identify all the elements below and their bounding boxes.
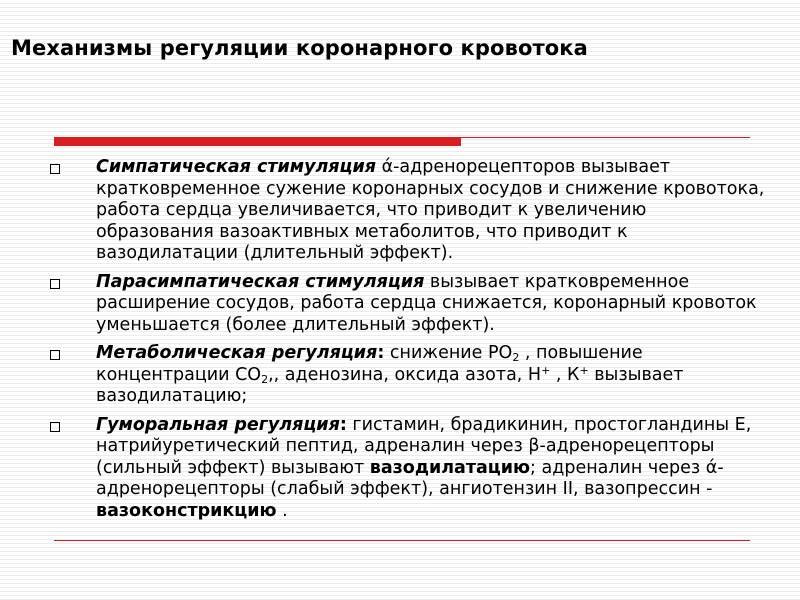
slide-title: Механизмы регуляции коронарного кровотока [11, 36, 588, 60]
bullet-colon: : [377, 343, 385, 363]
bullet-sympathetic [46, 157, 766, 265]
bullet-emphasis: вазоконстрикцию [96, 500, 277, 521]
bullet-text: , повышение концентрации СО [96, 343, 643, 385]
bullet-parasympathetic [46, 272, 766, 337]
square-bullet-icon [50, 422, 60, 432]
bottom-rule [54, 540, 750, 541]
bullet-list [46, 157, 766, 529]
bullet-colon: : [339, 414, 347, 435]
superscript: + [541, 363, 551, 377]
bullet-term: Метаболическая регуляция [96, 343, 378, 363]
bullet-text: гистамин, брадикинин, простогландины Е, натрийуретический пептид, адреналин через β-адренорецепторы (сильный эффект) вызывают [96, 414, 752, 478]
title-underline-thin [461, 137, 750, 138]
bullet-term: Симпатическая стимуляция [96, 157, 376, 177]
bullet-text: . [276, 500, 288, 521]
square-bullet-icon [50, 279, 60, 289]
bullet-text: ,, аденозина, оксида азота, Н [268, 364, 542, 385]
bullet-term: Гуморальная регуляция [96, 414, 340, 435]
bullet-emphasis: вазодилатацию [369, 457, 531, 478]
superscript: + [579, 363, 589, 377]
title-underline-thick [54, 137, 461, 146]
square-bullet-icon [50, 164, 60, 174]
bullet-text: ; адреналин через ά-адренорецепторы (слабый эффект), ангиотензин II, вазопрессин - [96, 457, 724, 499]
square-bullet-icon [50, 350, 60, 360]
bullet-text: снижение РО [384, 343, 513, 363]
bullet-text: вызывает вазодилатацию; [96, 364, 684, 406]
subscript: 2 [261, 372, 269, 386]
bullet-text: , К [550, 364, 580, 385]
bullet-term: Парасимпатическая стимуляция [96, 271, 425, 292]
subscript: 2 [512, 351, 520, 364]
bullet-metabolic [46, 343, 766, 408]
bullet-humoral [46, 415, 766, 523]
bullet-text: вызывает кратковременное расширение сосудов, работа сердца снижается, коронарный кровоток уменьшается (более длительный эффект). [96, 271, 757, 335]
bullet-text: ά-адренорецепторов вызывает кратковременное сужение коронарных сосудов и снижение кровотока, работа сердца увеличивается, что приводит к увеличению образования вазоактивных метаболитов, что приводит к вазодилатации (длительный эффект). [96, 157, 765, 263]
